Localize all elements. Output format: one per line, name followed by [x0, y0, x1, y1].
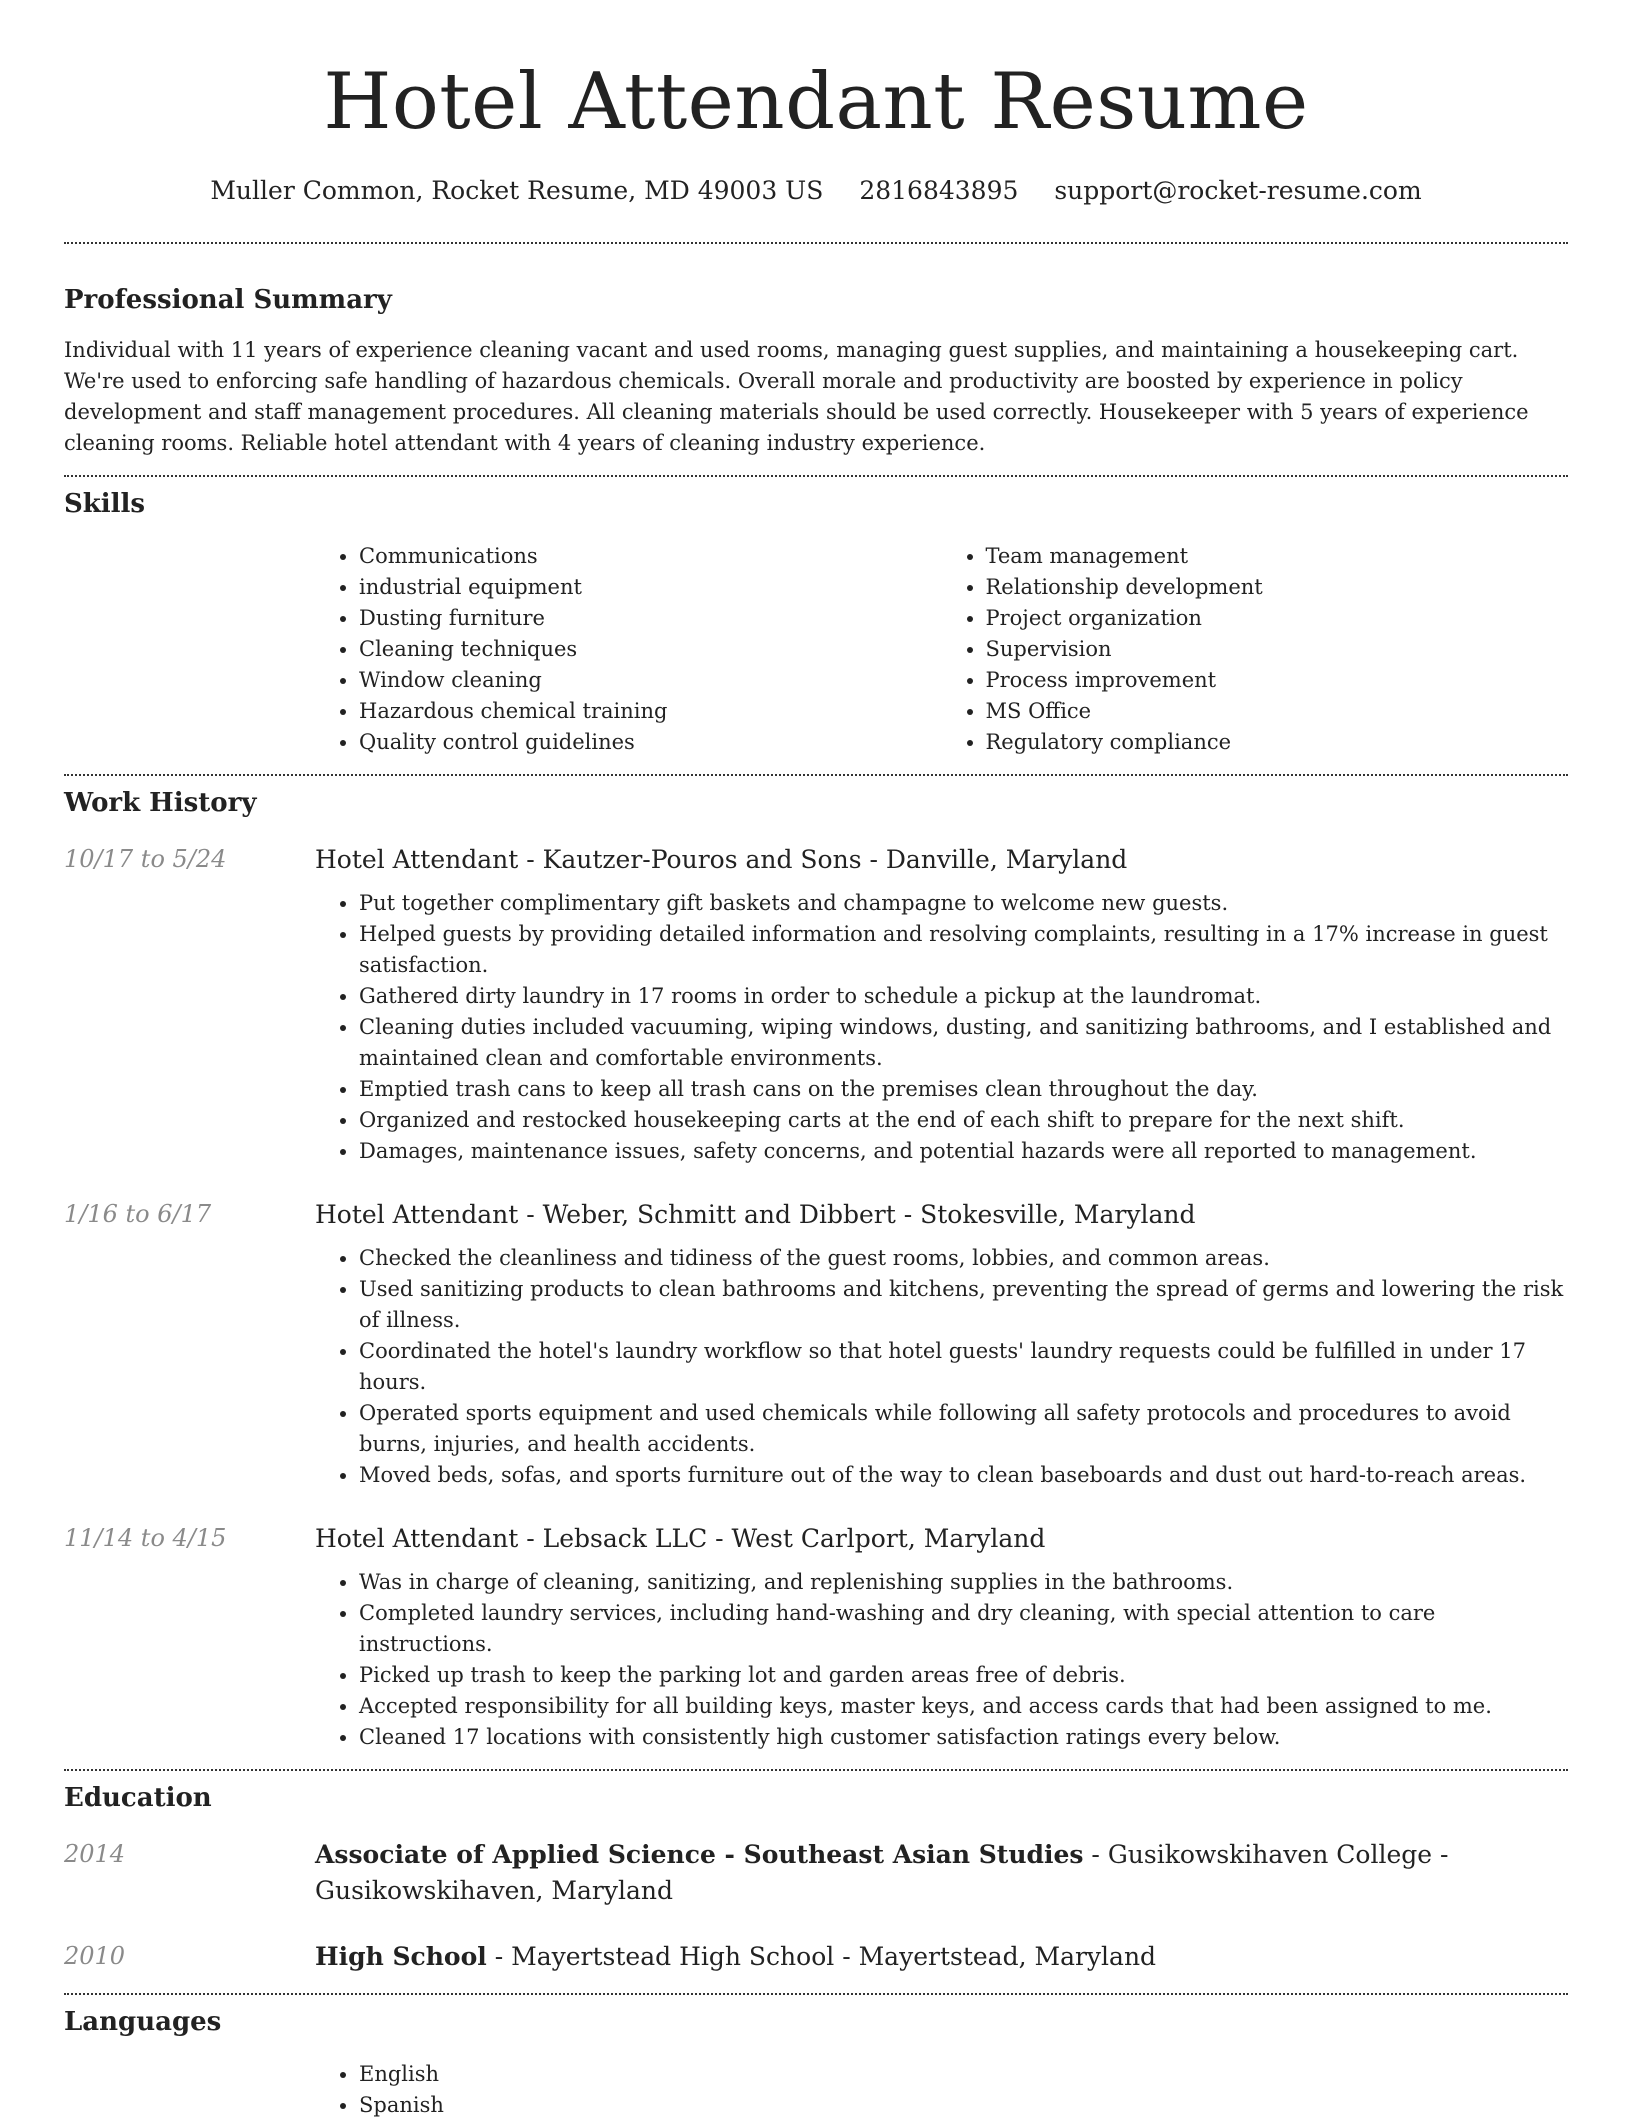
job-title: Hotel Attendant - Kautzer-Pouros and Sons - Danville, Maryland	[315, 845, 1128, 874]
job-dates: 11/14 to 4/15	[64, 1524, 227, 1552]
resume-title: Hotel Attendant Resume	[323, 57, 1309, 147]
job-bullet: • Coordinated the hotel's laundry workflow so that hotel guests' laundry requests could be fulfilled in under 17 hours.	[359, 1336, 1568, 1398]
education-title	[315, 1939, 1568, 1975]
section-divider	[64, 1769, 1568, 1771]
job-bullet: • Emptied trash cans to keep all trash cans on the premises clean throughout the day.	[359, 1074, 1568, 1105]
job-title: Hotel Attendant - Lebsack LLC - West Carlport, Maryland	[315, 1524, 1046, 1553]
job-bullet: • Accepted responsibility for all building keys, master keys, and access cards that had been assigned to me.	[359, 1691, 1568, 1722]
skills-heading: Skills	[64, 489, 146, 519]
section-divider	[64, 475, 1568, 477]
summary-heading: Professional Summary	[64, 285, 392, 315]
work-history-section	[64, 786, 1568, 1753]
education-year: 2010	[64, 1942, 126, 1970]
job-bullet: • Gathered dirty laundry in 17 rooms in order to schedule a pickup at the laundromat.	[359, 981, 1568, 1012]
skill-item: • industrial equipment	[359, 572, 942, 603]
summary-section	[64, 283, 1568, 459]
skill-item: • MS Office	[986, 696, 1569, 727]
work-history-heading: Work History	[64, 788, 257, 818]
education-title	[315, 1837, 1568, 1909]
contact-email: support@rocket-resume.com	[1054, 176, 1422, 205]
education-body	[315, 1837, 1568, 1909]
skill-item: • Quality control guidelines	[359, 727, 942, 758]
education-body	[315, 1939, 1568, 1975]
job-bullet: • Damages, maintenance issues, safety concerns, and potential hazards were all reported to management.	[359, 1136, 1568, 1167]
education-school: - Gusikowskihaven College - Gusikowskihaven, Maryland	[315, 1840, 1449, 1905]
job-dates: 10/17 to 5/24	[64, 845, 227, 873]
section-divider	[64, 242, 1568, 244]
job-entry	[64, 1197, 1568, 1491]
education-heading: Education	[64, 1783, 212, 1813]
job-bullet: • Operated sports equipment and used chemicals while following all safety protocols and procedures to avoid burns, injuries, and health accidents.	[359, 1398, 1568, 1460]
skill-item: • Project organization	[986, 603, 1569, 634]
education-section	[64, 1781, 1568, 1975]
language-item: • Spanish	[359, 2090, 1568, 2121]
skill-item: • Supervision	[986, 634, 1569, 665]
languages-heading: Languages	[64, 2007, 222, 2037]
job-bullet: • Was in charge of cleaning, sanitizing, and replenishing supplies in the bathrooms.	[359, 1567, 1568, 1598]
education-degree: High School	[315, 1942, 487, 1971]
job-bullet: • Helped guests by providing detailed information and resolving complaints, resulting in a 17% increase in guest satisfaction.	[359, 919, 1568, 981]
job-title: Hotel Attendant - Weber, Schmitt and Dibbert - Stokesville, Maryland	[315, 1200, 1196, 1229]
skill-item: • Regulatory compliance	[986, 727, 1569, 758]
contact-phone: 2816843895	[859, 176, 1019, 205]
job-bullets	[315, 1567, 1568, 1753]
resume-page	[64, 0, 1568, 2121]
skill-item: • Dusting furniture	[359, 603, 942, 634]
education-year: 2014	[64, 1840, 126, 1868]
job-bullet: • Put together complimentary gift baskets and champagne to welcome new guests.	[359, 888, 1568, 919]
skills-list-right	[942, 541, 1569, 758]
job-bullet: • Cleaned 17 locations with consistently high customer satisfaction ratings every below.	[359, 1722, 1568, 1753]
skills-columns	[315, 541, 1568, 758]
contact-line	[64, 174, 1568, 208]
job-dates: 1/16 to 6/17	[64, 1200, 212, 1228]
skill-item: • Team management	[986, 541, 1569, 572]
job-bullet: • Picked up trash to keep the parking lot and garden areas free of debris.	[359, 1660, 1568, 1691]
job-bullet: • Cleaning duties included vacuuming, wiping windows, dusting, and sanitizing bathrooms, and I established and maintained clean and comfortable environments.	[359, 1012, 1568, 1074]
skills-section	[64, 487, 1568, 758]
section-divider	[64, 774, 1568, 776]
skill-item: • Communications	[359, 541, 942, 572]
skill-item: • Relationship development	[986, 572, 1569, 603]
job-bullet: • Moved beds, sofas, and sports furniture out of the way to clean baseboards and dust out hard-to-reach areas.	[359, 1460, 1568, 1491]
skills-list-left	[315, 541, 942, 758]
job-bullet: • Organized and restocked housekeeping carts at the end of each shift to prepare for the next shift.	[359, 1105, 1568, 1136]
education-entry	[64, 1939, 1568, 1975]
job-entry	[64, 1521, 1568, 1753]
education-school: - Mayertstead High School - Mayertstead, Maryland	[486, 1942, 1157, 1971]
job-body	[315, 1521, 1568, 1753]
job-bullets	[315, 1243, 1568, 1491]
education-entry	[64, 1837, 1568, 1909]
job-bullet: • Checked the cleanliness and tidiness of the guest rooms, lobbies, and common areas.	[359, 1243, 1568, 1274]
skill-item: • Window cleaning	[359, 665, 942, 696]
job-bullets	[315, 888, 1568, 1167]
job-body	[315, 842, 1568, 1167]
section-divider	[64, 1993, 1568, 1995]
education-degree: Associate of Applied Science - Southeast Asian Studies	[315, 1840, 1084, 1869]
language-item: • English	[359, 2059, 1568, 2090]
skill-item: • Process improvement	[986, 665, 1569, 696]
job-bullet: • Used sanitizing products to clean bathrooms and kitchens, preventing the spread of germs and lowering the risk of illness.	[359, 1274, 1568, 1336]
job-entry	[64, 842, 1568, 1167]
skill-item: • Hazardous chemical training	[359, 696, 942, 727]
summary-text: Individual with 11 years of experience cleaning vacant and used rooms, managing guest supplies, and maintaining a housekeeping cart. We're used to enforcing safe handling of hazardous chemicals. Overall morale and productivity are boosted by experience in policy development and staff management procedures. All cleaning materials should be used correctly. Housekeeper with 5 years of experience cleaning rooms. Reliable hotel attendant with 4 years of cleaning industry experience.	[64, 338, 1529, 455]
contact-address: Muller Common, Rocket Resume, MD 49003 US	[210, 176, 824, 205]
job-body	[315, 1197, 1568, 1491]
languages-section	[64, 2005, 1568, 2121]
job-bullet: • Completed laundry services, including hand-washing and dry cleaning, with special attention to care instructions.	[359, 1598, 1568, 1660]
skill-item: • Cleaning techniques	[359, 634, 942, 665]
